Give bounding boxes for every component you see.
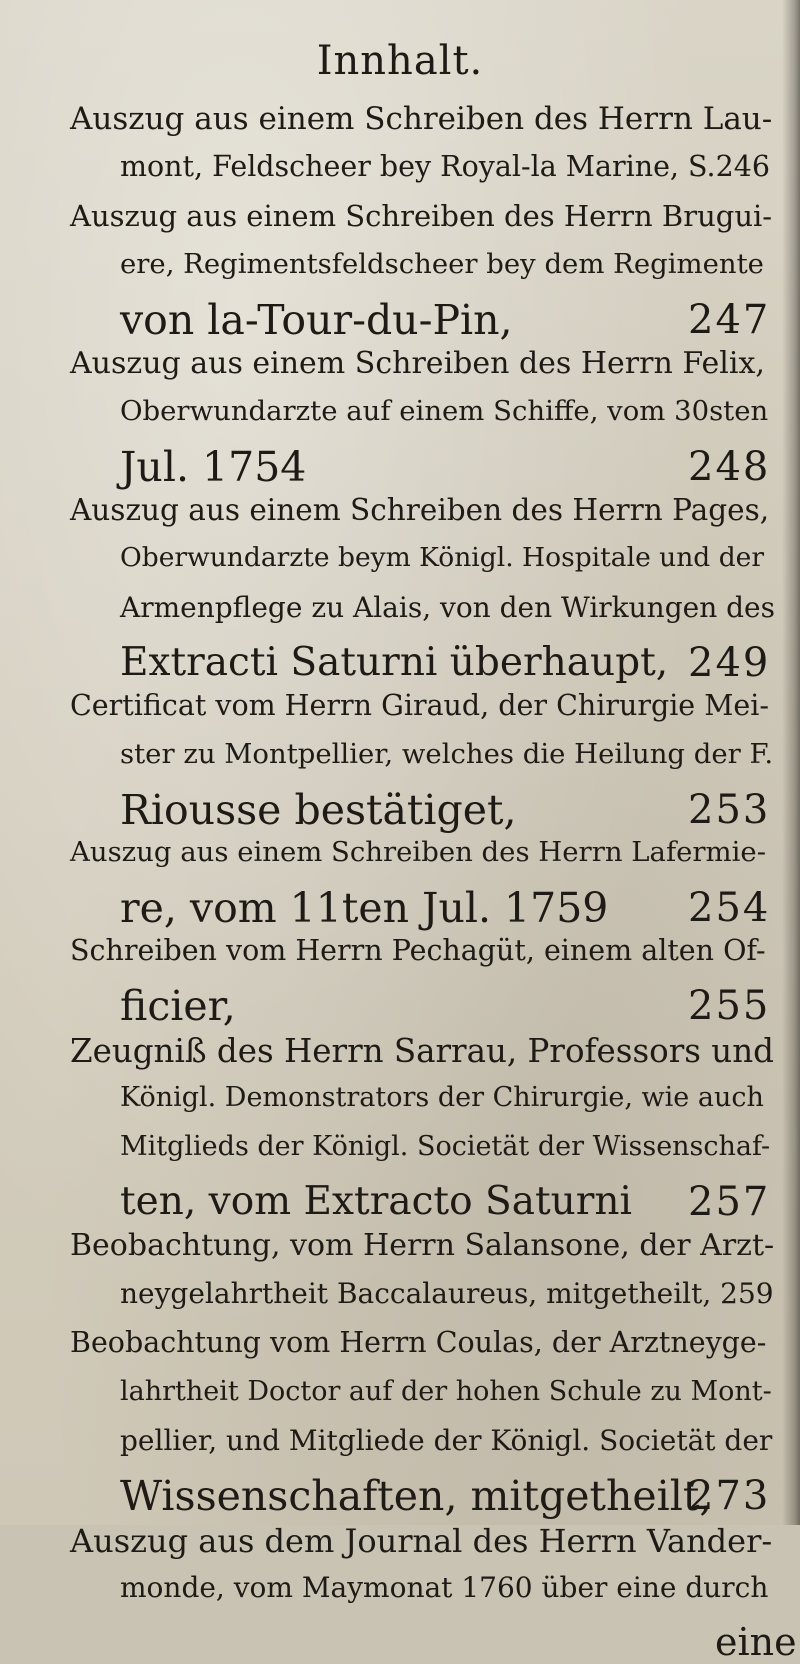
entry-1-line-2: mont, Feldscheer bey Royal-la Marine, S.246 — [120, 150, 771, 183]
entry-10-line-4: Wissenschaften, mitgetheilt, — [120, 1472, 713, 1520]
entry-7-line-2: ficier, — [120, 982, 236, 1030]
entry-10-page-number: 273 — [688, 1473, 771, 1519]
entry-3-line-1: Auszug aus einem Schreiben des Herrn Felix, — [70, 346, 765, 381]
entry-4-line-3: Armenpflege zu Alais, von den Wirkungen des — [120, 591, 775, 624]
entry-4-page-number: 249 — [688, 640, 771, 686]
entry-10-line-1: Beobachtung vom Herrn Coulas, der Arztneyge- — [70, 1326, 767, 1359]
entry-8-line-4: ten, vom Extracto Saturni — [120, 1179, 632, 1224]
entry-9-line-2: neygelahrtheit Baccalaureus, mitgetheilt, 259 — [120, 1277, 774, 1310]
entry-6-page-number: 254 — [688, 885, 771, 931]
entry-9-line-1: Beobachtung, vom Herrn Salansone, der Arzt- — [70, 1228, 775, 1263]
entry-6-line-1: Auszug aus einem Schreiben des Herrn Lafermie- — [70, 836, 766, 868]
entry-8-page-number: 257 — [688, 1179, 771, 1225]
entry-7-line-1: Schreiben vom Herrn Pechagüt, einem alten Of- — [70, 934, 766, 967]
entry-5-page-number: 253 — [688, 787, 771, 833]
entry-2-line-2: ere, Regimentsfeldscheer bey dem Regimente — [120, 248, 764, 280]
entry-5-line-2: ster zu Montpellier, welches die Heilung der F. — [120, 738, 774, 770]
entry-8-line-1: Zeugniß des Herrn Sarrau, Professors und — [70, 1032, 774, 1070]
entry-7-page-number: 255 — [688, 983, 771, 1029]
entry-2-line-3: von la-Tour-du-Pin, — [120, 296, 513, 344]
entry-1-line-1: Auszug aus einem Schreiben des Herrn Lau- — [70, 101, 773, 137]
entry-5-line-3: Riousse bestätiget, — [120, 786, 517, 834]
page-edge-shadow — [782, 0, 800, 1525]
entry-5-line-1: Certificat vom Herrn Giraud, der Chirurgie Mei- — [70, 689, 770, 722]
entry-8-line-3: Mitglieds der Königl. Societät der Wissenschaf- — [120, 1131, 771, 1162]
entry-4-line-4: Extracti Saturni überhaupt, — [120, 640, 669, 685]
entry-3-line-2: Oberwundarzte auf einem Schiffe, vom 30sten — [120, 395, 769, 427]
entry-4-line-1: Auszug aus einem Schreiben des Herrn Pages, — [70, 493, 770, 527]
entry-4-line-2: Oberwundarzte beym Königl. Hospitale und der — [120, 542, 765, 573]
entry-10-line-2: lahrtheit Doctor auf der hohen Schule zu Mont- — [120, 1376, 772, 1407]
entry-8-line-2: Königl. Demonstrators der Chirurgie, wie auch — [120, 1082, 764, 1113]
entry-6-line-2: re, vom 11ten Jul. 1759 — [120, 884, 609, 932]
entry-11-line-2: monde, vom Maymonat 1760 über eine durch — [120, 1571, 769, 1604]
page-title: Innhalt. — [316, 38, 484, 84]
entry-2-page-number: 247 — [688, 297, 771, 343]
entry-2-line-1: Auszug aus einem Schreiben des Herrn Brugui- — [70, 199, 773, 233]
entry-11-line-1: Auszug aus dem Journal des Herrn Vander- — [70, 1522, 773, 1560]
entry-3-line-3: Jul. 1754 — [120, 443, 307, 491]
entry-3-page-number: 248 — [688, 444, 771, 490]
entry-10-line-3: pellier, und Mitgliede der Königl. Societät der — [120, 1424, 773, 1457]
catchword: eine — [715, 1620, 797, 1664]
